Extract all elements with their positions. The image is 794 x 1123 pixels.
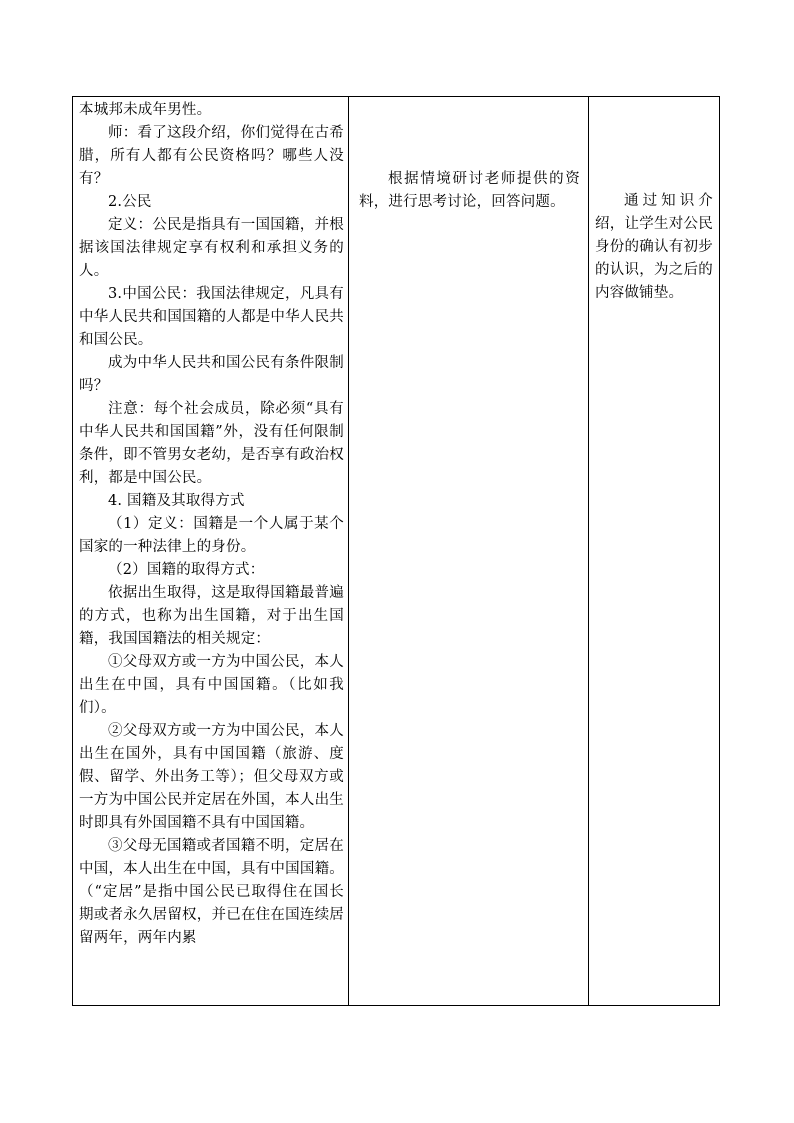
paragraph: 成为中华人民共和国公民有条件限制吗？ xyxy=(79,355,344,394)
paragraph: 注意：每个社会成员，除必须“具有中华人民共和国国籍”外，没有任何限制条件，即不管男女老幼，是否享有政治权利，都是中国公民。 xyxy=(79,401,344,486)
paragraph: 2.公民 xyxy=(108,194,152,210)
paragraph: 依据出生取得，这是取得国籍最普遍的方式，也称为出生国籍，对于出生国籍，我国国籍法的相关规定： xyxy=(79,585,344,647)
paragraph: 4. 国籍及其取得方式 xyxy=(108,493,245,509)
design-intent-text: 通过知识介绍，让学生对公民身份的确认有初步的认识，为之后的内容做铺垫。 xyxy=(595,193,713,301)
paragraph: 定义：公民是指具有一国国籍，并根据该国法律规定享有权利和承担义务的人。 xyxy=(79,217,344,279)
paragraph: （1）定义：国籍是一个人属于某个国家的一种法律上的身份。 xyxy=(79,516,344,555)
paragraph: （2）国籍的取得方式： xyxy=(108,562,265,578)
paragraph: 3.中国公民：我国法律规定，凡具有中华人民共和国国籍的人都是中华人民共和国公民。 xyxy=(79,286,344,348)
teaching-content-cell xyxy=(73,97,349,1005)
paragraph: 本城邦未成年男性。 xyxy=(79,102,212,118)
lesson-plan-table xyxy=(72,96,720,1006)
paragraph: ①父母双方或一方为中国公民，本人出生在中国，具有中国国籍。（比如我们）。 xyxy=(79,654,344,716)
paragraph: ②父母双方或一方为中国公民，本人出生在国外，具有中国国籍（旅游、度假、留学、外出务工等）；但父母双方或一方为中国公民并定居在外国，本人出生时即具有外国国籍不具有中国国籍。 xyxy=(79,723,344,831)
paragraph: ③父母无国籍或者国籍不明，定居在中国，本人出生在中国，具有中国国籍。 （“定居”是指中国公民已取得住在国长期或者永久居留权，并已在住在国连续居留两年，两年内累 xyxy=(79,838,344,946)
paragraph: 师：看了这段介绍，你们觉得在古希腊，所有人都有公民资格吗？哪些人没有？ xyxy=(79,125,344,187)
student-activity-text: 根据情境研讨老师提供的资料，进行思考讨论，回答问题。 xyxy=(359,171,580,210)
student-activity-cell xyxy=(349,97,589,1005)
design-intent-cell xyxy=(589,97,719,1005)
